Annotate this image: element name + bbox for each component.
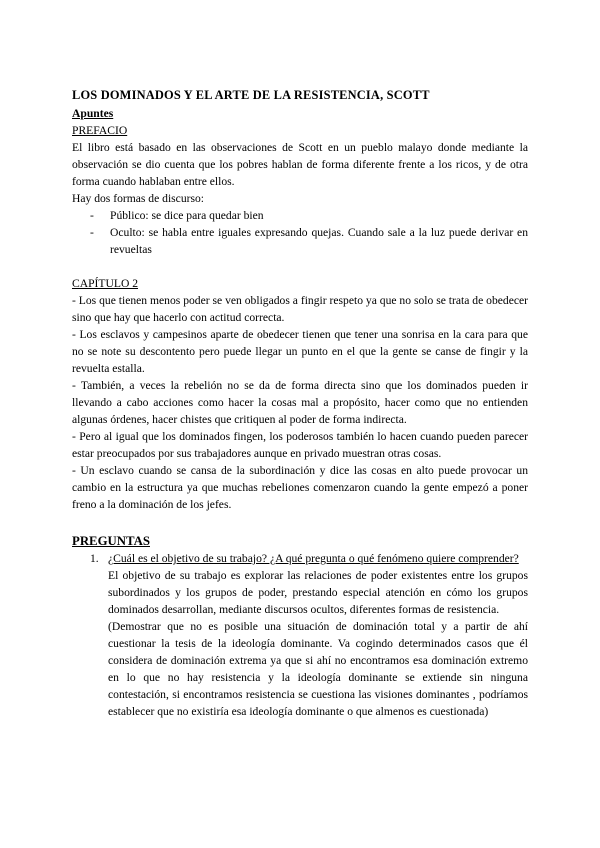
capitulo2-point: - También, a veces la rebelión no se da de forma directa sino que los dominados pueden ir llevando a cabo acciones como hacer la cosas mal a propósito, hacer como que no entienden algunas órdenes, hacer chistes que critiquen al poder de forma indirecta.	[72, 379, 528, 426]
prefacio-paragraph: El libro está basado en las observaciones de Scott en un pueblo malayo donde mediante la observación se dio cuenta que los pobres hablan de forma diferente frente a los ricos, y de otra forma cuando hablaban entre ellos.	[72, 141, 528, 188]
question-number: 1.	[90, 552, 99, 565]
answer-paragraph: El objetivo de su trabajo es explorar las relaciones de poder existentes entre los grupos subordinados y los grupos de poder, prestando especial atención en cómo los grupos dominados desarrollan, mediante discursos ocultos, diferentes formas de resistencia.	[108, 569, 528, 616]
capitulo2-point: - Los esclavos y campesinos aparte de obedecer tienen que tener una sonrisa en la cara para que no se note su descontento pero puede llegar un punto en el que la gente se canse de fingir y la revuelta estalla.	[72, 328, 528, 375]
prefacio-intro: Hay dos formas de discurso:	[72, 192, 205, 205]
question-item	[72, 550, 528, 567]
capitulo2-point: - Los que tienen menos poder se ven obligados a fingir respeto ya que no solo se trata de obedecer sino que hay que hacerlo con actitud correcta.	[72, 294, 528, 324]
prefacio-heading: PREFACIO	[72, 124, 128, 137]
document-title: LOS DOMINADOS Y EL ARTE DE LA RESISTENCIA, SCOTT	[72, 88, 430, 102]
bullet-text: Público: se dice para quedar bien	[110, 209, 264, 222]
bullet-item	[72, 207, 528, 224]
capitulo2-heading: CAPÍTULO 2	[72, 277, 139, 290]
answer-note: (Demostrar que no es posible una situación de dominación total y a partir de ahí cuestionar la tesis de la ideología dominante. Va cogindo determinados casos que él considera de dominación extrema ya que si ahí no encontramos esa dominación extremo en lo que no hay resistencia y la ideología dominante se extiende sin ninguna contestación, si encontramos resistencia se cuestiona las visiones dominantes , podríamos establecer que no existiría esa ideología dominante o que almenos es cuestionada)	[108, 620, 528, 718]
spacer	[72, 513, 528, 530]
bullet-item	[72, 224, 528, 258]
capitulo2-point: - Un esclavo cuando se cansa de la subordinación y dice las cosas en alto puede provocar un cambio en la estructura ya que muchas rebeliones comenzaron cuando la gente empezó a poner freno a la dominación de los jefes.	[72, 464, 528, 511]
document-body	[72, 87, 528, 720]
apuntes-heading: Apuntes	[72, 107, 114, 120]
bullet-dash: -	[90, 209, 94, 222]
preguntas-heading: PREGUNTAS	[72, 534, 150, 548]
bullet-text: Oculto: se habla entre iguales expresando quejas. Cuando sale a la luz puede derivar en revueltas	[110, 226, 528, 256]
spacer	[72, 258, 528, 275]
question-text: ¿Cuál es el objetivo de su trabajo? ¿A qué pregunta o qué fenómeno quiere comprender?	[108, 552, 519, 565]
capitulo2-point: - Pero al igual que los dominados fingen, los poderosos también lo hacen cuando pueden parecer estar preocupados por sus trabajadores aunque en privado muestran otras cosas.	[72, 430, 528, 460]
bullet-dash: -	[90, 226, 94, 239]
